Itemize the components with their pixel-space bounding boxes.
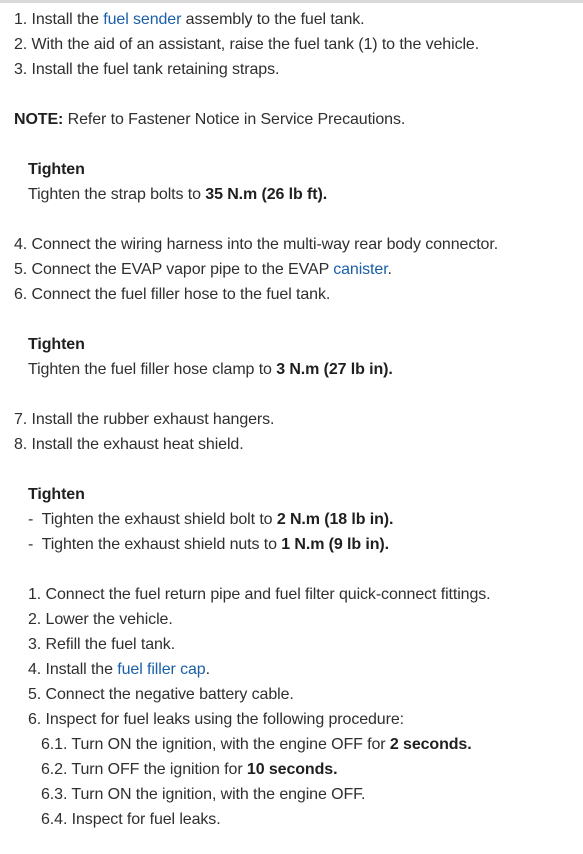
note bbox=[14, 110, 405, 130]
step-text: . bbox=[205, 661, 210, 678]
duration-value: 10 seconds. bbox=[246, 761, 338, 778]
tighten-spec-3b bbox=[28, 535, 389, 555]
step-text: Connect the EVAP vapor pipe to the EVAP bbox=[31, 261, 334, 278]
substep-number: 6.4. bbox=[41, 811, 68, 828]
step-number: 3. bbox=[14, 61, 28, 78]
tighten-spec-1 bbox=[28, 185, 327, 205]
dash-bullet: - bbox=[28, 511, 34, 528]
step-number: 4. bbox=[14, 236, 28, 253]
spec-text: Tighten the exhaust shield bolt to bbox=[41, 511, 277, 528]
top-divider bbox=[0, 0, 583, 3]
tighten-spec-3a bbox=[28, 510, 393, 530]
step-text: . bbox=[387, 261, 392, 278]
step-text: assembly to the fuel tank. bbox=[181, 11, 365, 28]
duration-value: 2 seconds. bbox=[389, 736, 472, 753]
tighten-heading-3: Tighten bbox=[28, 486, 85, 503]
spec-text: Tighten the strap bolts to bbox=[28, 186, 206, 203]
fuel-sender-link[interactable]: fuel sender bbox=[103, 11, 182, 28]
step-text: With the aid of an assistant, raise the fuel tank (1) to the vehicle. bbox=[31, 36, 480, 53]
step-text: Install the fuel tank retaining straps. bbox=[31, 61, 280, 78]
torque-value: 1 N.m (9 lb in). bbox=[281, 536, 390, 553]
step-text: Connect the fuel return pipe and fuel filter quick-connect fittings. bbox=[45, 586, 491, 603]
step-number: 2. bbox=[14, 36, 32, 53]
step-text: Install the rubber exhaust hangers. bbox=[31, 411, 275, 428]
step-text: Connect the wiring harness into the multi-way rear body connector. bbox=[31, 236, 499, 253]
substep-text: Inspect for fuel leaks. bbox=[71, 811, 221, 828]
step-number: 6. bbox=[28, 711, 42, 728]
step-number: 4. bbox=[28, 661, 42, 678]
note-text: Refer to Fastener Notice in Service Precautions. bbox=[67, 111, 406, 128]
step-c-7 bbox=[14, 410, 274, 430]
step-number: 8. bbox=[14, 436, 28, 453]
step-b-6 bbox=[14, 285, 330, 305]
step-a-2 bbox=[14, 35, 479, 55]
step-number: 5. bbox=[28, 686, 42, 703]
step-text: Refill the fuel tank. bbox=[45, 636, 176, 653]
substep-number: 6.3. bbox=[41, 786, 68, 803]
step-d-3 bbox=[28, 635, 175, 655]
step-c-8 bbox=[14, 435, 244, 455]
step-number: 3. bbox=[28, 636, 42, 653]
substep-6-4 bbox=[41, 810, 221, 830]
canister-link[interactable]: canister bbox=[333, 261, 388, 278]
step-text: Inspect for fuel leaks using the following procedure: bbox=[45, 711, 404, 728]
note-label: NOTE: bbox=[14, 111, 64, 128]
spec-text: Tighten the fuel filler hose clamp to bbox=[28, 361, 277, 378]
step-d-6 bbox=[28, 710, 404, 730]
substep-text: Turn ON the ignition, with the engine OFF. bbox=[71, 786, 366, 803]
step-number: 2. bbox=[28, 611, 42, 628]
step-number: 6. bbox=[14, 286, 28, 303]
torque-value: 35 N.m (26 lb ft). bbox=[205, 186, 328, 203]
step-text: Lower the vehicle. bbox=[45, 611, 173, 628]
step-text: Connect the negative battery cable. bbox=[45, 686, 294, 703]
step-number: 7. bbox=[14, 411, 28, 428]
torque-value: 2 N.m (18 lb in). bbox=[276, 511, 394, 528]
step-number: 1. bbox=[14, 11, 28, 28]
step-d-2 bbox=[28, 610, 173, 630]
substep-text: Turn OFF the ignition for bbox=[71, 761, 247, 778]
substep-6-1 bbox=[41, 735, 472, 755]
substep-text: Turn ON the ignition, with the engine OFF for bbox=[71, 736, 390, 753]
step-b-5 bbox=[14, 260, 392, 280]
fuel-filler-cap-link[interactable]: fuel filler cap bbox=[117, 661, 206, 678]
step-d-1 bbox=[28, 585, 491, 605]
tighten-heading-1: Tighten bbox=[28, 161, 85, 178]
step-text: Install the bbox=[45, 661, 118, 678]
tighten-spec-2 bbox=[28, 360, 393, 380]
step-a-1 bbox=[14, 10, 365, 30]
step-text: Connect the fuel filler hose to the fuel tank. bbox=[31, 286, 331, 303]
step-d-4 bbox=[28, 660, 210, 680]
substep-6-2 bbox=[41, 760, 337, 780]
step-b-4 bbox=[14, 235, 498, 255]
step-text: Install the bbox=[31, 11, 104, 28]
torque-value: 3 N.m (27 lb in). bbox=[276, 361, 393, 378]
step-text: Install the exhaust heat shield. bbox=[31, 436, 244, 453]
step-number: 1. bbox=[28, 586, 42, 603]
step-d-5 bbox=[28, 685, 294, 705]
substep-6-3 bbox=[41, 785, 365, 805]
spec-text: Tighten the exhaust shield nuts to bbox=[41, 536, 282, 553]
substep-number: 6.2. bbox=[41, 761, 68, 778]
step-a-3 bbox=[14, 60, 279, 80]
tighten-heading-2: Tighten bbox=[28, 336, 85, 353]
substep-number: 6.1. bbox=[41, 736, 68, 753]
step-number: 5. bbox=[14, 261, 28, 278]
dash-bullet: - bbox=[28, 536, 34, 553]
